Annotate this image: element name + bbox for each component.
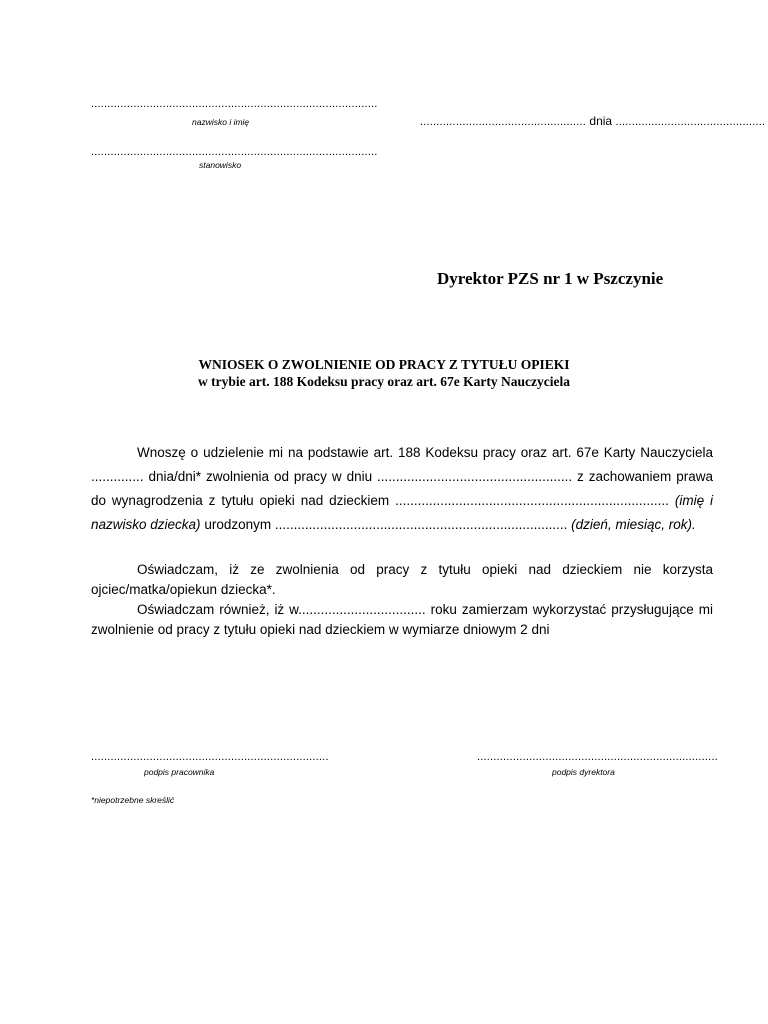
date-field-line[interactable]: .............................................. (615, 116, 766, 128)
employee-signature-line[interactable]: ......................................................................... (91, 751, 329, 763)
date-label: dnia (589, 114, 613, 128)
title-line-2: w trybie art. 188 Kodeksu pracy oraz art. 67e Karty Nauczyciela (198, 374, 570, 389)
child-name-caption: (imię i nazwisko dziecka) (91, 493, 713, 532)
name-caption: nazwisko i imię (192, 117, 250, 127)
paragraph-statement-1: Oświadczam, iż ze zwolnienia od pracy z tytułu opieki nad dzieckiem nie korzysta ojciec/matka/opiekun dziecka*. (91, 562, 713, 597)
director-signature-line[interactable]: .......................................................................... (477, 751, 718, 763)
employee-signature-caption: podpis pracownika (144, 767, 215, 777)
title-line-1: WNIOSEK O ZWOLNIENIE OD PRACY Z TYTUŁU OPIEKI (198, 357, 570, 372)
footnote: *niepotrzebne skreślić (91, 795, 175, 805)
director-signature-caption: podpis dyrektora (552, 767, 615, 777)
position-field-line[interactable]: ........................................................................................ (91, 146, 378, 158)
request-text: Wnoszę o udzielenie mi na podstawie art. 188 Kodeksu pracy oraz art. 67e Karty Nauczyciela .............. dnia/dni* zwolnienia od pracy w dniu .................................................... z zachowaniem prawa do wynagrodzenia z tytułu opieki nad dzieckiem ......................................................................... (91, 445, 713, 508)
place-date-row (420, 114, 765, 128)
birth-date-caption: (dzień, miesiąc, rok). (571, 517, 696, 532)
position-caption: stanowisko (199, 160, 242, 170)
paragraph-statement-2: Oświadczam również, iż w.................................. roku zamierzam wykorzystać przysługujące mi zwolnienie od pracy z tytułu opieki nad dzieckiem w wymiarze dniowym 2 dni (91, 602, 713, 637)
name-field-line[interactable]: ........................................................................................ (91, 98, 378, 110)
paragraph-request (91, 441, 713, 537)
birth-date-text: urodzonym .............................................................................. (204, 517, 568, 532)
place-field-line[interactable]: ................................................... (420, 116, 587, 128)
addressee: Dyrektor PZS nr 1 w Pszczynie (437, 269, 664, 288)
document-title (0, 356, 768, 390)
